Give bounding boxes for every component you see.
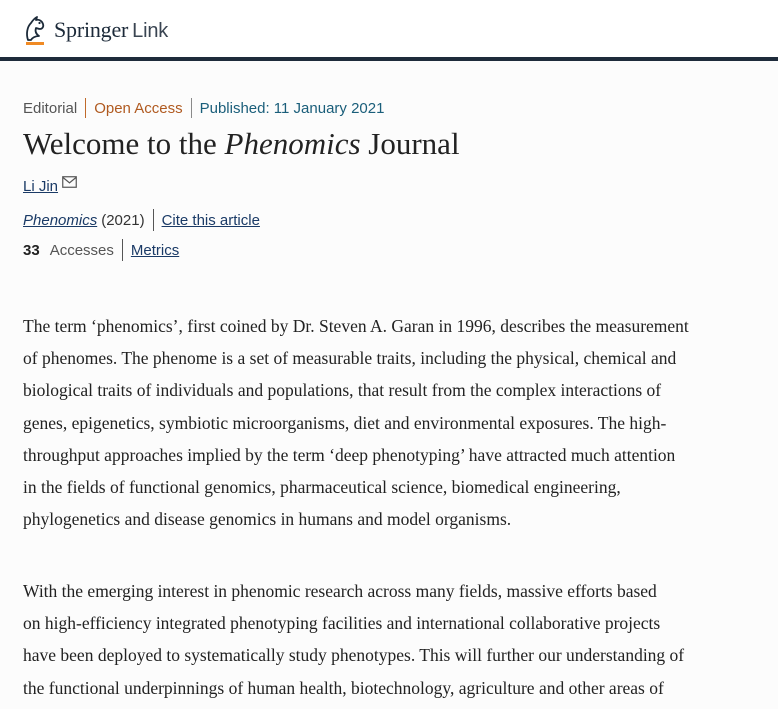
author-link[interactable]: Li Jin	[23, 178, 59, 195]
body-paragraph-2	[23, 575, 768, 704]
published-date: Published: 11 January 2021	[199, 99, 385, 117]
springer-link-logo[interactable]	[22, 13, 168, 47]
text-line: have been deployed to systematically study phenotypes. This will further our understanding of	[23, 645, 685, 666]
text-line: of phenomes. The phenome is a set of measurable traits, including the physical, chemical and	[23, 348, 677, 369]
open-access-badge: Open Access	[94, 99, 183, 117]
cite-article-link[interactable]: Cite this article	[161, 211, 260, 229]
author-row	[23, 178, 768, 195]
citation-row	[23, 209, 768, 231]
divider	[122, 239, 123, 261]
text-line: With the emerging interest in phenomic research across many fields, massive efforts based	[23, 581, 657, 601]
text-line: phylogenetics and disease genomics in humans and model organisms.	[23, 509, 512, 530]
metrics-link[interactable]: Metrics	[130, 241, 180, 259]
article-meta	[23, 96, 768, 120]
text-line: throughput approaches implied by the term ‘deep phenotyping’ have attracted much attention	[23, 444, 676, 465]
journal-link[interactable]: Phenomics	[23, 211, 98, 229]
accesses-count: 33	[23, 241, 40, 259]
divider	[153, 209, 154, 231]
divider	[85, 98, 86, 118]
journal-year: (2021)	[101, 211, 145, 229]
site-header	[0, 0, 778, 61]
title-journal: Phenomics	[224, 126, 361, 161]
body-paragraph-1	[23, 310, 768, 535]
text-line: on high-efficiency integrated phenotyping facilities and international collaborative projects	[23, 613, 661, 634]
text-line: the functional underpinnings of human health, biotechnology, agriculture and other areas of	[23, 677, 664, 698]
text-line: in the fields of functional genomics, pharmaceutical science, biomedical engineering,	[23, 477, 621, 498]
divider	[191, 98, 192, 118]
title-suffix: Journal	[360, 126, 460, 161]
accesses-label: Accesses	[49, 241, 114, 259]
logo-brand: Springer	[54, 17, 129, 42]
springer-horse-icon	[22, 14, 48, 46]
text-line: biological traits of individuals and populations, that result from the complex interactions of	[23, 380, 662, 401]
article-type: Editorial	[23, 99, 78, 117]
title-prefix: Welcome to the	[23, 126, 225, 161]
text-line: The term ‘phenomics’, first coined by Dr. Steven A. Garan in 1996, describes the measurement	[23, 316, 689, 336]
logo-wordmark	[54, 17, 168, 43]
email-icon[interactable]	[62, 175, 77, 192]
metrics-row	[23, 239, 768, 261]
text-line: genes, epigenetics, symbiotic microorganisms, diet and environmental exposures. The high-	[23, 412, 667, 433]
logo-suffix: Link	[132, 20, 169, 42]
page-title	[23, 124, 768, 164]
article-header	[23, 96, 768, 261]
